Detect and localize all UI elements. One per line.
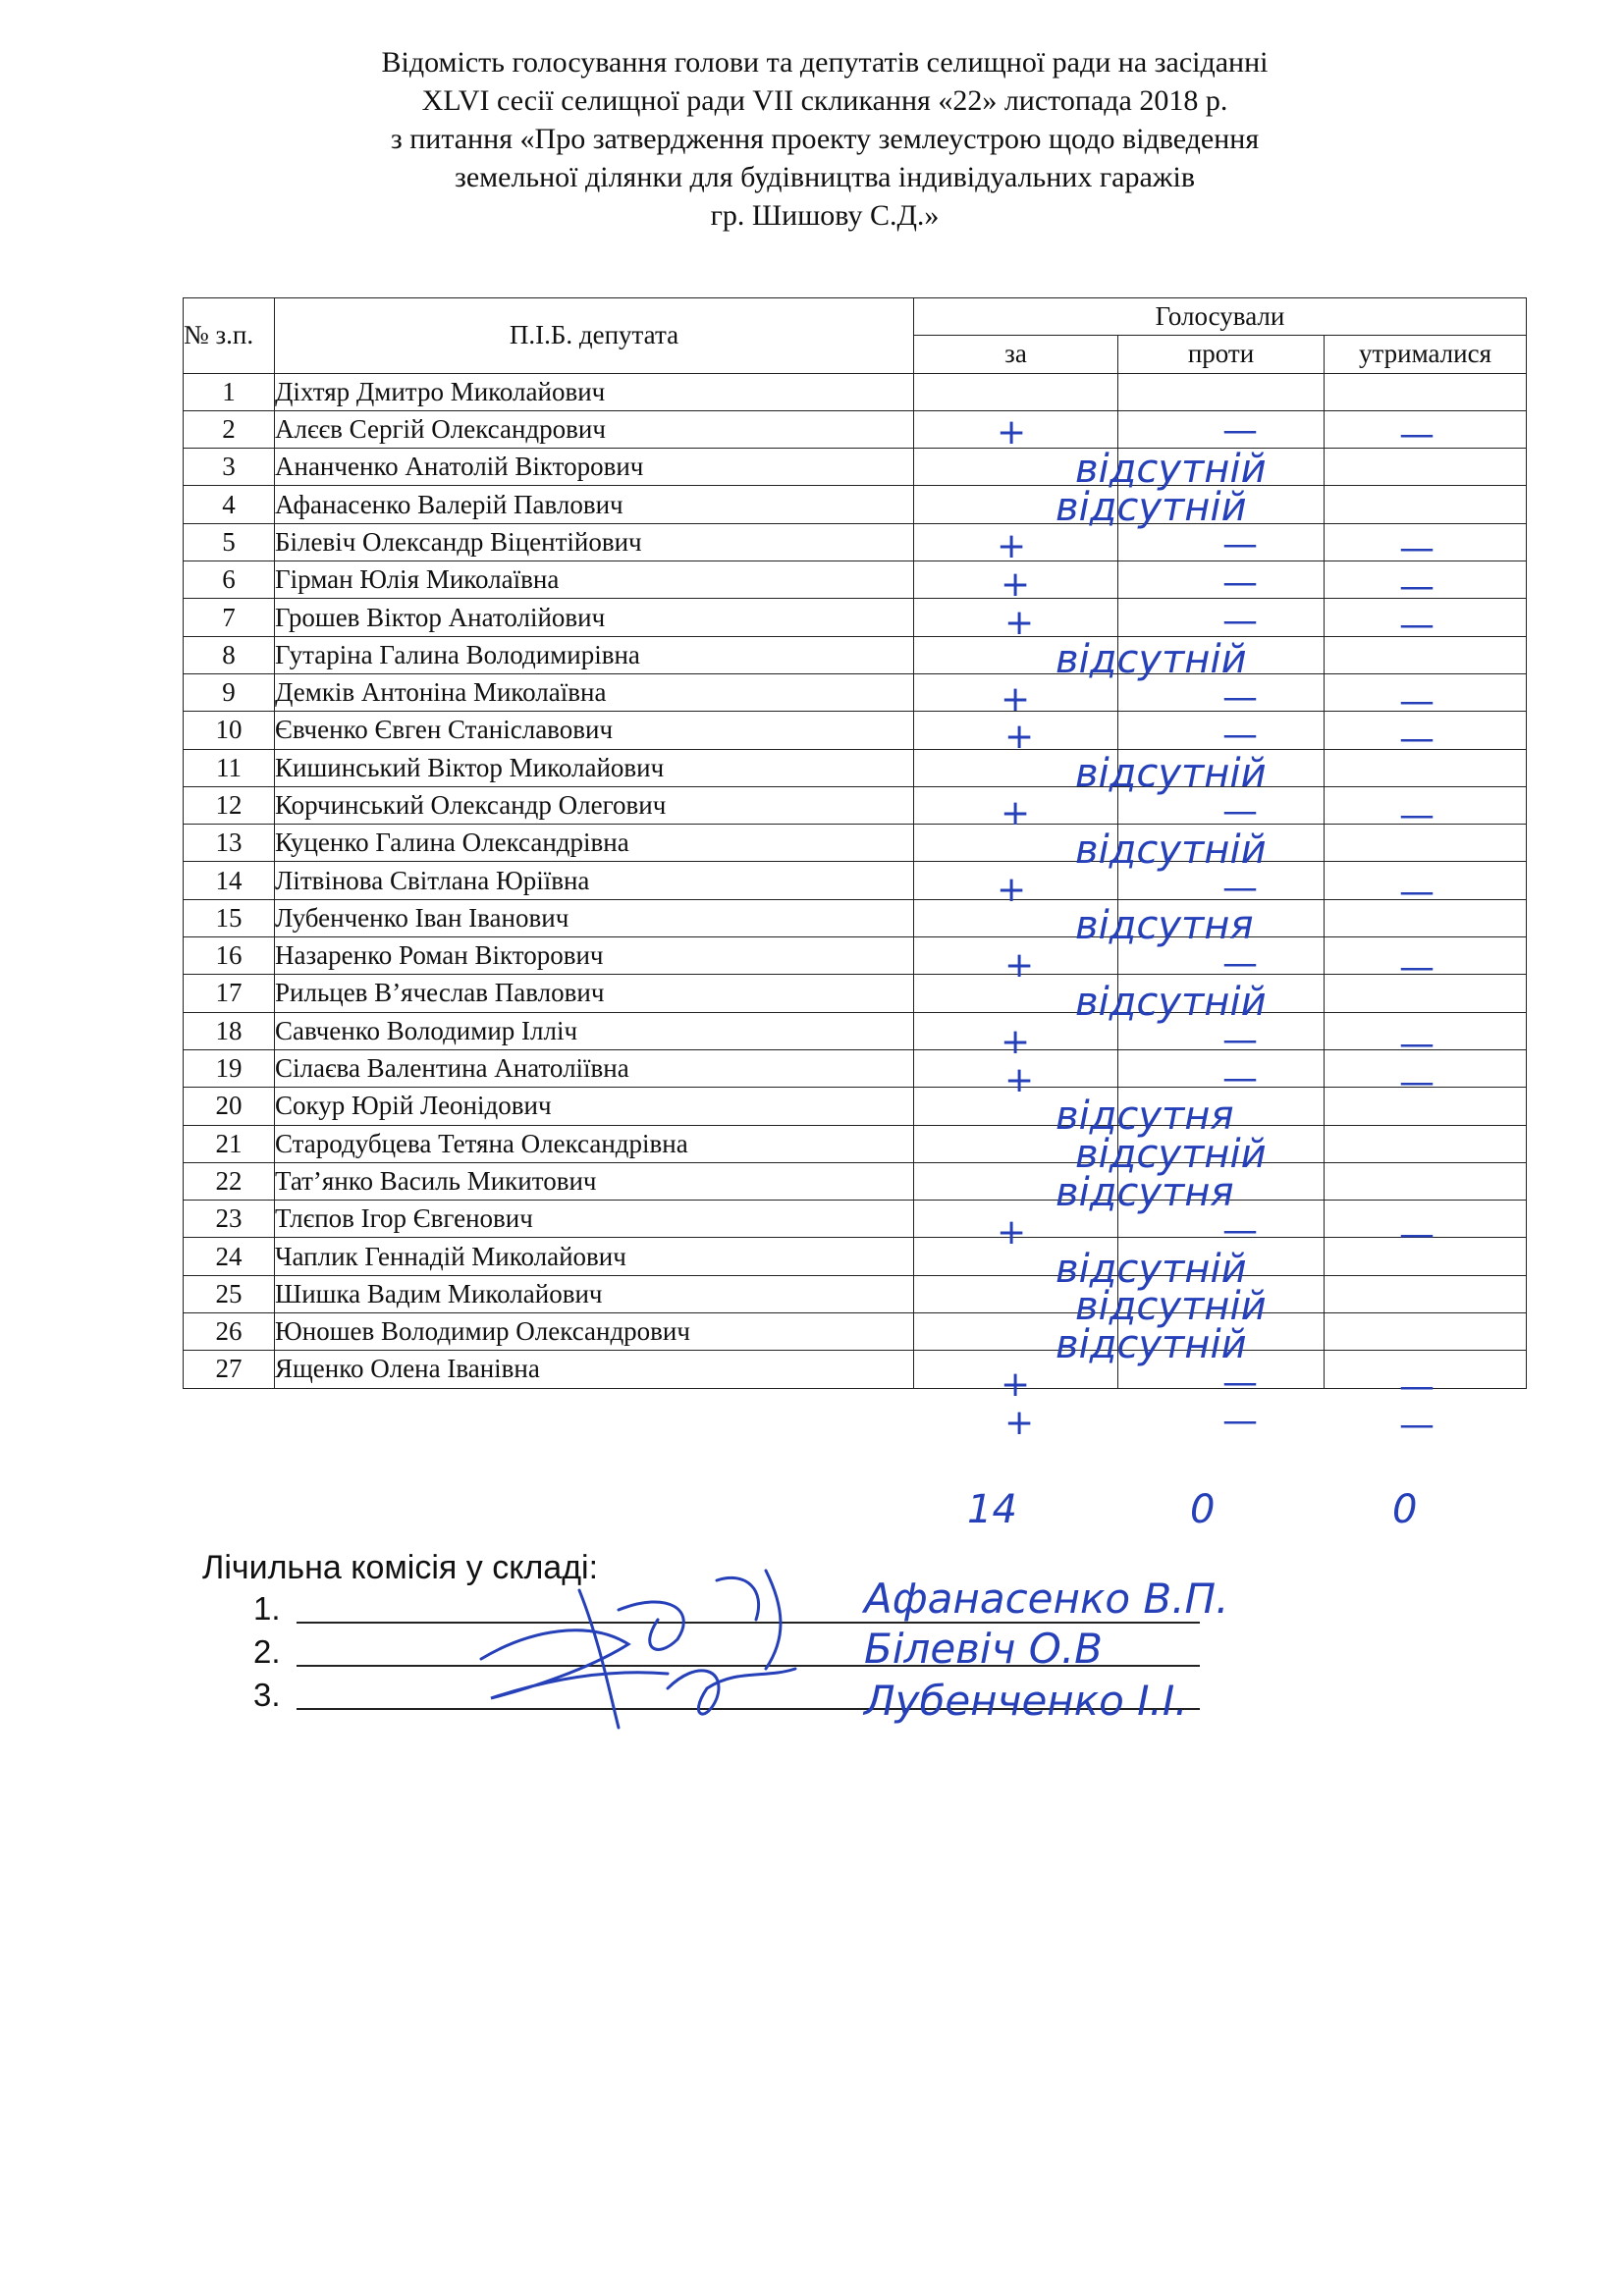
deputy-name: Стародубцева Тетяна Олександрівна [275, 1125, 914, 1162]
total-against: 0 [1190, 1487, 1216, 1532]
vote-against-dash: — [1222, 791, 1258, 831]
handwritten-signatures [471, 1551, 884, 1747]
cell-abstained [1325, 486, 1527, 523]
vote-abstained-dash: — [1399, 605, 1435, 645]
row-number: 8 [184, 636, 275, 673]
deputy-name: Алєєв Сергій Олександрович [275, 410, 914, 448]
deputy-name: Афанасенко Валерій Павлович [275, 486, 914, 523]
row-number: 4 [184, 486, 275, 523]
vote-for-mark: + [1004, 717, 1035, 758]
row-number: 26 [184, 1313, 275, 1351]
cell-against [1118, 561, 1325, 604]
row-number: 13 [184, 825, 275, 862]
table-row [184, 373, 1527, 410]
deputy-name: Тлєпов Ігор Євгенович [275, 1201, 914, 1238]
row-number: 18 [184, 1012, 275, 1049]
header-for: за [914, 336, 1118, 373]
table-row [184, 712, 1527, 749]
absent-handwritten-note: відсутня [1075, 903, 1254, 949]
cell-against [1118, 410, 1325, 451]
vote-abstained-dash: — [1399, 414, 1435, 454]
vote-for-mark: + [997, 1211, 1027, 1253]
absent-handwritten-note: відсутній [1056, 484, 1247, 530]
row-number: 9 [184, 673, 275, 711]
deputy-name: Євченко Євген Станіславович [275, 712, 914, 749]
row-number: 23 [184, 1201, 275, 1238]
title-line-2: XLVI сесії селищної ради VII скликання «22» листопада 2018 р. [421, 84, 1228, 117]
vote-abstained-dash: — [1399, 1366, 1435, 1407]
cell-against [1118, 1049, 1325, 1087]
cell-against [1118, 373, 1325, 410]
vote-for-mark: + [1004, 603, 1035, 643]
deputy-name: Літвінова Світлана Юріївна [275, 862, 914, 899]
table-row [184, 786, 1527, 824]
table-row [184, 449, 1527, 486]
vote-against-dash: — [1222, 867, 1258, 908]
commission-name-1: Афанасенко В.П. [864, 1575, 1229, 1623]
deputy-name: Рильцев В’ячеслав Павлович [275, 975, 914, 1012]
table-row [184, 1125, 1527, 1162]
total-abstained: 0 [1392, 1487, 1418, 1532]
header-name: П.І.Б. депутата [275, 298, 914, 374]
vote-against-dash: — [1222, 562, 1258, 604]
row-number: 25 [184, 1275, 275, 1312]
deputy-name: Білевіч Олександр Віцентійович [275, 523, 914, 561]
commission-name-3: Лубенченко І.І. [864, 1677, 1188, 1725]
vote-against-dash: — [1222, 1362, 1258, 1403]
table-row [184, 1351, 1527, 1388]
absent-handwritten-note: відсутній [1075, 827, 1267, 873]
table-row [184, 1162, 1527, 1200]
header-number: № з.п. [184, 298, 275, 374]
vote-abstained-dash: — [1399, 871, 1435, 912]
title-line-1: Відомість голосування голови та депутатів селищної ради на засіданні [381, 46, 1269, 79]
deputy-name: Гірман Юлія Миколаївна [275, 561, 914, 599]
commission-index-3: 3. [253, 1677, 281, 1713]
signature-2 [579, 1590, 683, 1728]
deputy-name: Чаплик Геннадій Миколайович [275, 1238, 914, 1275]
table-row [184, 1012, 1527, 1049]
table-row [184, 1313, 1527, 1351]
signature-1 [481, 1630, 668, 1698]
vote-abstained-dash: — [1399, 528, 1435, 569]
commission-label: Лічильна комісія у складі: [202, 1549, 599, 1586]
vote-for-mark: + [1001, 678, 1031, 720]
vote-against-dash: — [1222, 1209, 1258, 1251]
deputy-name: Демків Антоніна Миколаївна [275, 673, 914, 711]
total-for: 14 [967, 1487, 1017, 1532]
row-number: 17 [184, 975, 275, 1012]
row-number: 14 [184, 862, 275, 899]
row-number: 12 [184, 786, 275, 824]
commission-line-3 [253, 1677, 281, 1714]
cell-against [1118, 599, 1325, 636]
vote-for-mark: + [1001, 1364, 1031, 1405]
vote-abstained-dash: — [1399, 680, 1435, 721]
table-row [184, 975, 1527, 1012]
cell-abstained [1325, 1275, 1527, 1312]
signature-4 [717, 1571, 781, 1669]
table-body [184, 373, 1527, 1388]
vote-abstained-dash: — [1399, 1061, 1435, 1102]
vote-for-mark: + [1004, 1402, 1035, 1443]
voting-table [183, 297, 1527, 1389]
row-number: 6 [184, 561, 275, 599]
deputy-name: Кишинський Віктор Миколайович [275, 749, 914, 786]
deputy-name: Гутаріна Галина Володимирівна [275, 636, 914, 673]
absent-handwritten-note: відсутній [1075, 980, 1267, 1025]
commission-index-2: 2. [253, 1633, 281, 1670]
table-row [184, 599, 1527, 636]
table-row [184, 937, 1527, 975]
vote-against-dash: — [1222, 1400, 1258, 1441]
absent-handwritten-note: відсутній [1056, 1246, 1247, 1292]
row-number: 2 [184, 410, 275, 448]
table-row [184, 523, 1527, 561]
vote-for-mark: + [1001, 793, 1031, 833]
row-number: 16 [184, 937, 275, 975]
row-number: 27 [184, 1351, 275, 1388]
vote-against-dash: — [1222, 524, 1258, 565]
row-number: 21 [184, 1125, 275, 1162]
title-line-4: земельної ділянки для будівництва індивідуальних гаражів [454, 161, 1196, 193]
title-line-5: гр. Шишову С.Д.» [710, 199, 940, 232]
header-against: проти [1118, 336, 1325, 373]
signature-3 [668, 1669, 795, 1714]
absent-handwritten-note: відсутня [1056, 1094, 1234, 1140]
commission-name-2: Білевіч О.В [864, 1625, 1103, 1673]
absent-handwritten-note: відсутня [1056, 1170, 1234, 1215]
cell-abstained [1325, 373, 1527, 410]
row-number: 1 [184, 373, 275, 410]
vote-abstained-dash: — [1399, 947, 1435, 988]
row-number: 20 [184, 1088, 275, 1125]
vote-against-dash: — [1222, 943, 1258, 985]
row-number: 3 [184, 449, 275, 486]
deputy-name: Корчинський Олександр Олегович [275, 786, 914, 824]
vote-for-mark: + [1004, 945, 1035, 987]
cell-abstained [1325, 1313, 1527, 1351]
commission-line-2 [253, 1633, 281, 1671]
table-row [184, 1275, 1527, 1312]
deputy-name: Куценко Галина Олександрівна [275, 825, 914, 862]
vote-abstained-dash: — [1399, 1023, 1435, 1064]
deputy-name: Савченко Володимир Ілліч [275, 1012, 914, 1049]
header-abstained: утрималися [1325, 336, 1527, 373]
vote-against-dash: — [1222, 1057, 1258, 1098]
vote-for-mark: + [1001, 1021, 1031, 1062]
vote-against-dash: — [1222, 715, 1258, 756]
row-number: 22 [184, 1162, 275, 1200]
deputy-name: Діхтяр Дмитро Миколайович [275, 373, 914, 410]
deputy-name: Ананченко Анатолій Вікторович [275, 449, 914, 486]
cell-abstained [1325, 1162, 1527, 1200]
absent-handwritten-note: відсутній [1075, 446, 1267, 492]
deputy-name: Грошев Віктор Анатолійович [275, 599, 914, 636]
deputy-name: Назаренко Роман Вікторович [275, 937, 914, 975]
cell-abstained [1325, 1125, 1527, 1162]
absent-handwritten-note: відсутній [1056, 1322, 1247, 1368]
absent-handwritten-note: відсутній [1075, 1132, 1267, 1178]
commission-line-1 [253, 1590, 281, 1628]
header-voted: Голосували [914, 298, 1527, 336]
vote-against-dash: — [1222, 676, 1258, 718]
row-number: 19 [184, 1049, 275, 1087]
absent-handwritten-note: відсутній [1075, 1284, 1267, 1330]
vote-abstained-dash: — [1399, 566, 1435, 608]
vote-against-dash: — [1222, 1019, 1258, 1060]
table-row [184, 673, 1527, 711]
deputy-name: Юношев Володимир Олександрович [275, 1313, 914, 1351]
row-number: 11 [184, 749, 275, 786]
deputy-name: Тат’янко Василь Микитович [275, 1162, 914, 1200]
vote-against-dash: — [1222, 410, 1258, 451]
table-row [184, 1049, 1527, 1087]
row-number: 5 [184, 523, 275, 561]
table-row [184, 410, 1527, 448]
deputy-name: Лубенченко Іван Іванович [275, 899, 914, 936]
table-row [184, 636, 1527, 673]
row-number: 24 [184, 1238, 275, 1275]
vote-for-mark: + [997, 869, 1027, 910]
table-row [184, 1201, 1527, 1238]
deputy-name: Шишка Вадим Миколайович [275, 1275, 914, 1312]
row-number: 15 [184, 899, 275, 936]
table-row [184, 749, 1527, 786]
vote-for-mark: + [1001, 564, 1031, 606]
vote-for-mark: + [997, 412, 1027, 453]
deputy-name: Ященко Олена Іванівна [275, 1351, 914, 1388]
document-title [187, 43, 1463, 235]
vote-abstained-dash: — [1399, 719, 1435, 760]
table-row [184, 899, 1527, 936]
cell-against [1118, 712, 1325, 749]
deputy-name: Сокур Юрій Леонідович [275, 1088, 914, 1125]
table-row [184, 486, 1527, 523]
cell-for [914, 373, 1118, 410]
vote-abstained-dash: — [1399, 1404, 1435, 1445]
row-number: 10 [184, 712, 275, 749]
table-row [184, 862, 1527, 899]
vote-abstained-dash: — [1399, 795, 1435, 835]
absent-handwritten-note: відсутній [1056, 636, 1247, 682]
table-row [184, 825, 1527, 862]
table-row [184, 561, 1527, 599]
deputy-name: Сілаєва Валентина Анатоліївна [275, 1049, 914, 1087]
title-line-3: з питання «Про затвердження проекту землеустрою щодо відведення [390, 123, 1260, 155]
row-number: 7 [184, 599, 275, 636]
vote-for-mark: + [997, 526, 1027, 567]
vote-for-mark: + [1004, 1059, 1035, 1100]
vote-abstained-dash: — [1399, 1213, 1435, 1255]
vote-against-dash: — [1222, 601, 1258, 641]
absent-handwritten-note: відсутній [1075, 751, 1267, 797]
commission-index-1: 1. [253, 1590, 281, 1627]
table-row [184, 1238, 1527, 1275]
table-row [184, 1088, 1527, 1125]
